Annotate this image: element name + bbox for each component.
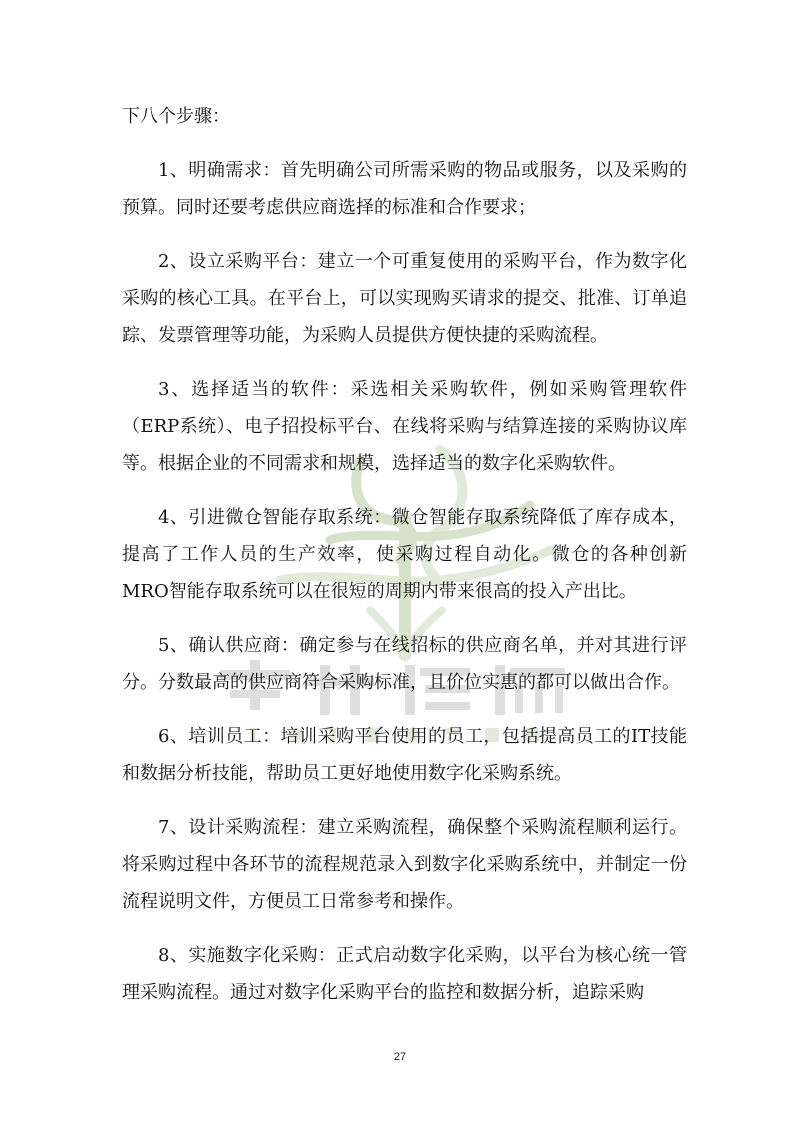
- paragraph-step-5: 5、确认供应商：确定参与在线招标的供应商名单，并对其进行评分。分数最高的供应商符合采购标准，且价位实惠的都可以做出合作。: [122, 635, 687, 693]
- paragraph-step-1: 1、明确需求：首先明确公司所需采购的物品或服务，以及采购的预算。同时还要考虑供应商选择的标准和合作要求；: [122, 160, 687, 218]
- paragraph-step-4: 4、引进微仓智能存取系统：微仓智能存取系统降低了库存成本，提高了工作人员的生产效率，使采购过程自动化。微仓的各种创新MRO智能存取系统可以在很短的周期内带来很高的投入产出比。: [122, 507, 687, 602]
- page-number: 27: [393, 1051, 407, 1063]
- paragraph-step-6: 6、培训员工：培训采购平台使用的员工，包括提高员工的IT技能和数据分析技能，帮助员工更好地使用数字化采购系统。: [122, 726, 687, 784]
- paragraph-step-3: 3、选择适当的软件：采选相关采购软件，例如采购管理软件（ERP系统）、电子招投标平台、在线将采购与结算连接的采购协议库等。根据企业的不同需求和规模，选择适当的数字化采购软件。: [122, 379, 687, 474]
- paragraph-step-8: 8、实施数字化采购：正式启动数字化采购，以平台为核心统一管理采购流程。通过对数字化采购平台的监控和数据分析，追踪采购: [122, 945, 687, 1003]
- document-body: [122, 98, 687, 1028]
- paragraph-step-2: 2、设立采购平台：建立一个可重复使用的采购平台，作为数字化采购的核心工具。在平台上，可以实现购买请求的提交、批准、订单追踪、发票管理等功能，为采购人员提供方便快捷的采购流程。: [122, 251, 687, 346]
- paragraph-intro: 下八个步骤：: [122, 106, 230, 127]
- paragraph-step-7: 7、设计采购流程：建立采购流程，确保整个采购流程顺利运行。将采购过程中各环节的流程规范录入到数字化采购系统中，并制定一份流程说明文件，方便员工日常参考和操作。: [122, 817, 687, 912]
